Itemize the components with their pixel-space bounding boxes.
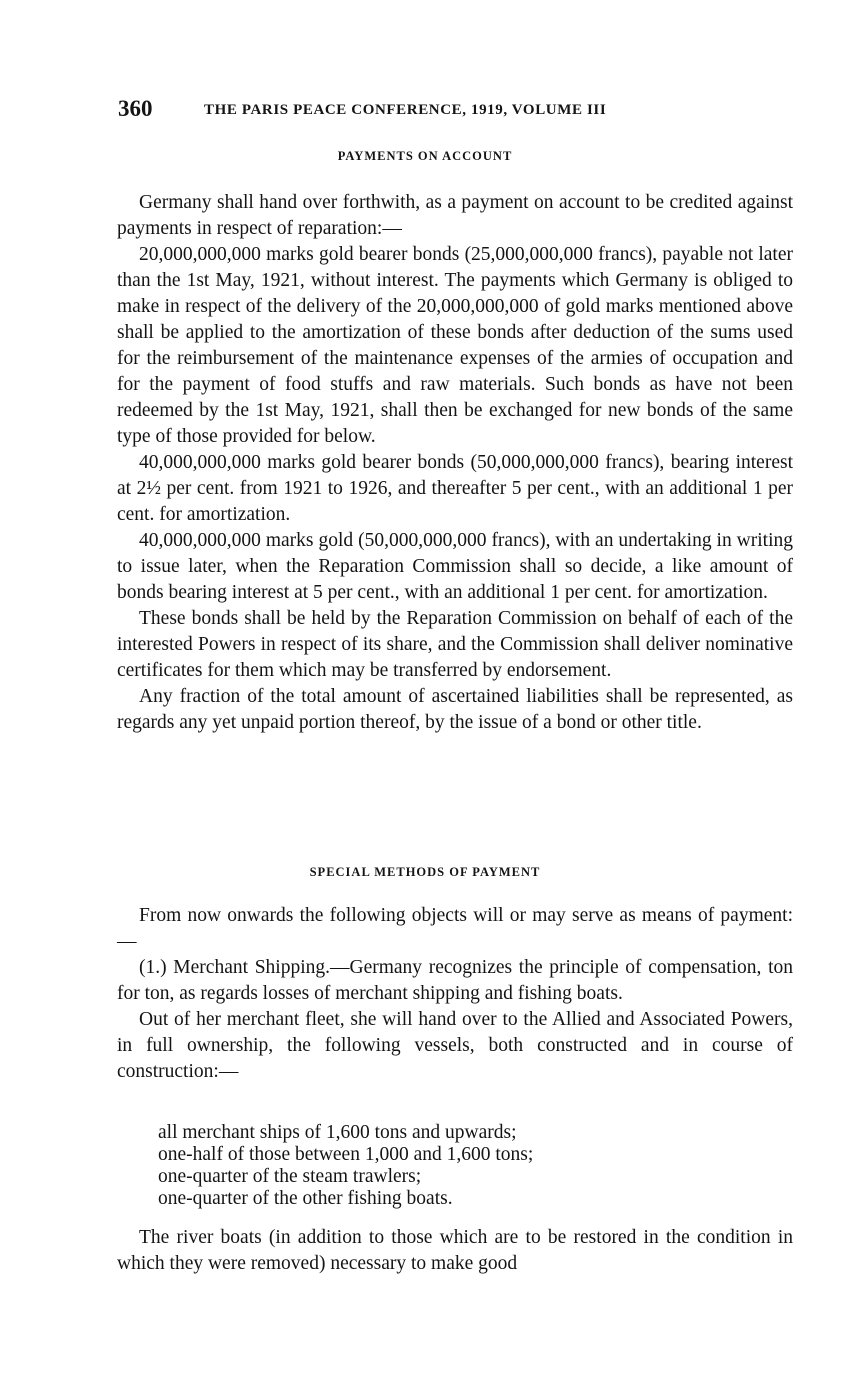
- paragraph: From now onwards the following objects will or may serve as means of payment:—: [117, 905, 793, 952]
- section-payments-on-account-body: [117, 190, 793, 736]
- paragraph: Out of her merchant fleet, she will hand over to the Allied and Associated Powers, in full ownership, the following vessels, both constructed and in course of construction:—: [117, 1009, 793, 1082]
- closing-body: [117, 1225, 793, 1277]
- running-title: THE PARIS PEACE CONFERENCE, 1919, VOLUME III: [204, 102, 607, 118]
- paragraph: Germany shall hand over forthwith, as a payment on account to be credited against payments in respect of reparation:—: [117, 192, 793, 239]
- list-item: one-quarter of the steam trawlers;: [158, 1166, 422, 1187]
- paragraph: (1.) Merchant Shipping.—Germany recognizes the principle of compensation, ton for ton, as regards losses of merchant shipping and fishing boats.: [117, 957, 793, 1004]
- running-head: [118, 96, 718, 126]
- section-heading-payments-on-account: PAYMENTS ON ACCOUNT: [337, 149, 513, 163]
- list-item: one-half of those between 1,000 and 1,600 tons;: [158, 1144, 534, 1165]
- paragraph: These bonds shall be held by the Reparation Commission on behalf of each of the interested Powers in respect of its share, and the Commission shall deliver nominative certificates for them which may be transferred by endorsement.: [117, 608, 793, 681]
- list-item: all merchant ships of 1,600 tons and upwards;: [158, 1122, 517, 1143]
- paragraph: The river boats (in addition to those which are to be restored in the condition in which they were removed) necessary to make good: [117, 1227, 793, 1274]
- paragraph: 40,000,000,000 marks gold (50,000,000,000 francs), with an undertaking in writing to issue later, when the Reparation Commission shall so decide, a like amount of bonds bearing interest at 5 per cent., with an additional 1 per cent. for amortization.: [117, 530, 793, 603]
- section-special-methods-body: [117, 903, 793, 1085]
- paragraph: Any fraction of the total amount of ascertained liabilities shall be represented, as regards any yet unpaid portion thereof, by the issue of a bond or other title.: [117, 686, 793, 733]
- list-item: one-quarter of the other fishing boats.: [158, 1188, 453, 1209]
- vessel-list: [158, 1122, 658, 1210]
- section-heading-special-methods-of-payment: SPECIAL METHODS OF PAYMENT: [309, 865, 541, 879]
- page-number: 360: [118, 96, 153, 121]
- paragraph: 20,000,000,000 marks gold bearer bonds (25,000,000,000 francs), payable not later than the 1st May, 1921, without interest. The payments which Germany is obliged to make in respect of the delivery of the 20,000,000,000 of gold marks mentioned above shall be applied to the amortization of these bonds after deduction of the sums used for the reimbursement of the maintenance expenses of the armies of occupation and for the payment of food stuffs and raw materials. Such bonds as have not been redeemed by the 1st May, 1921, shall then be exchanged for new bonds of the same type of those provided for below.: [117, 244, 793, 447]
- paragraph: 40,000,000,000 marks gold bearer bonds (50,000,000,000 francs), bearing interest at 2½ per cent. from 1921 to 1926, and thereafter 5 per cent., with an additional 1 per cent. for amortization.: [117, 452, 793, 525]
